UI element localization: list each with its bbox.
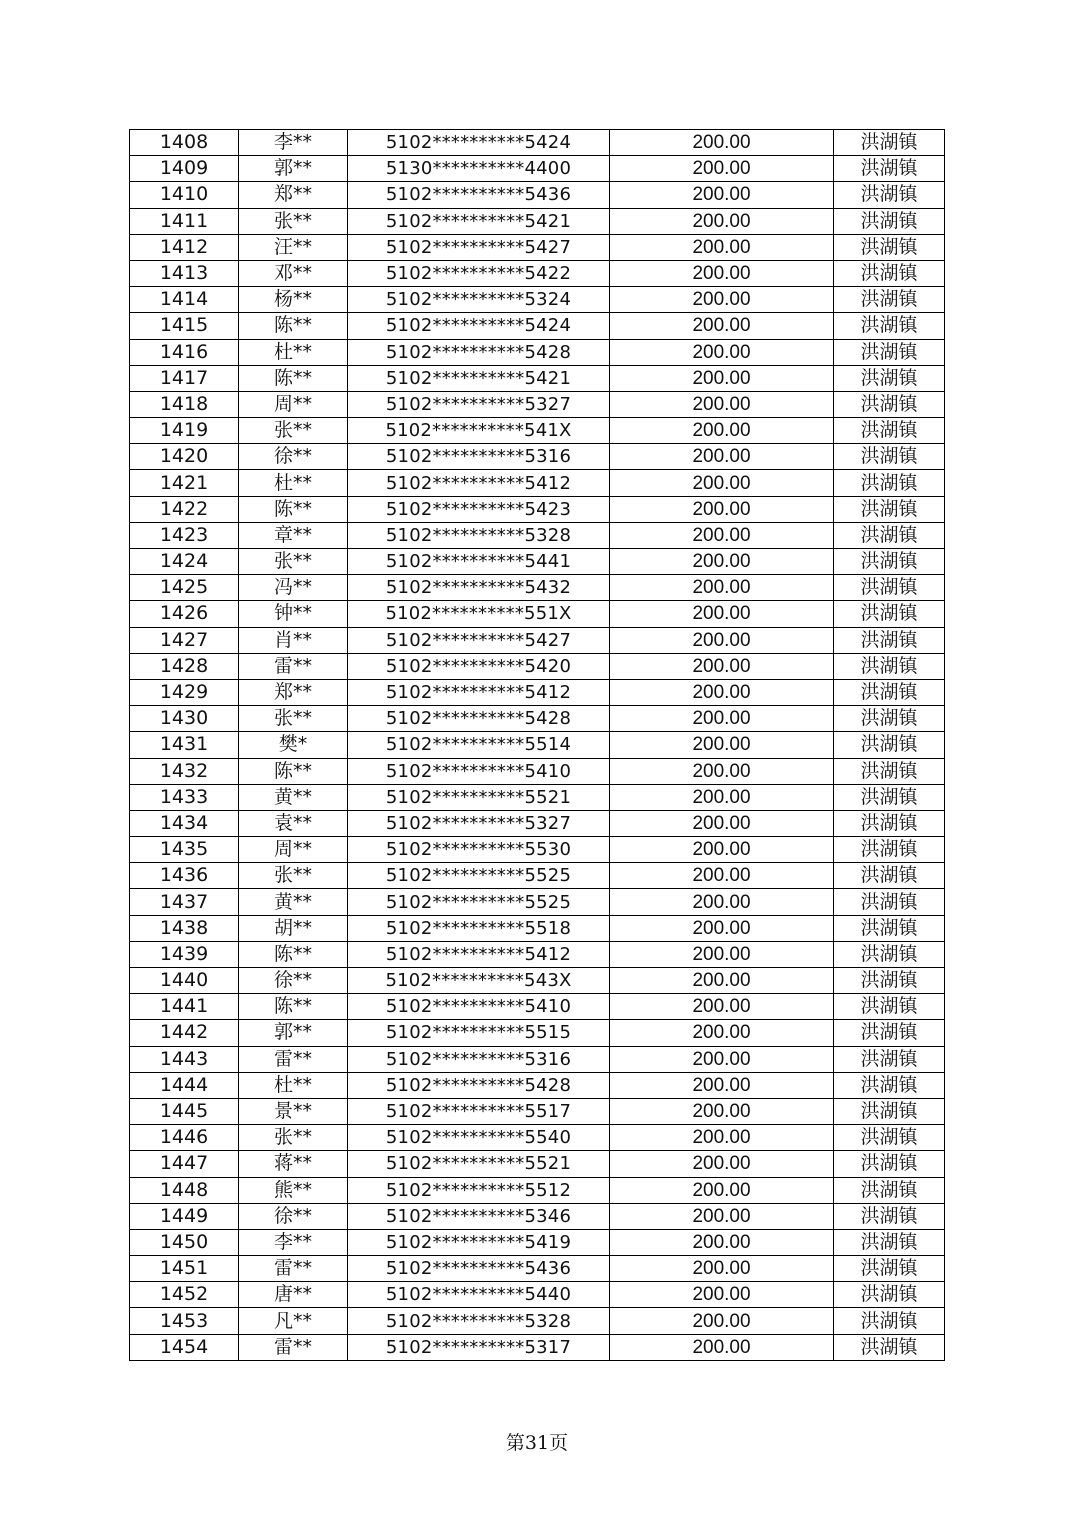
table-row [130,182,945,208]
table-row [130,968,945,994]
town-name-cell: 洪湖镇 [834,915,945,941]
table-row [130,941,945,967]
id-number-cell: 5102**********5512 [348,1177,610,1203]
id-number-cell: 5102**********5328 [348,1308,610,1334]
id-number-cell: 5102**********5428 [348,706,610,732]
person-name-cell: 肖** [239,627,348,653]
person-name-cell: 陈** [239,496,348,522]
table-row [130,575,945,601]
town-name-cell: 洪湖镇 [834,575,945,601]
town-name-cell: 洪湖镇 [834,156,945,182]
row-number-cell: 1443 [130,1046,239,1072]
amount-cell: 200.00 [610,313,834,339]
person-name-cell: 郭** [239,156,348,182]
table-row [130,706,945,732]
town-name-cell: 洪湖镇 [834,1177,945,1203]
town-name-cell: 洪湖镇 [834,732,945,758]
page-number: 第31页 [505,1432,569,1454]
table-row [130,549,945,575]
town-name-cell: 洪湖镇 [834,391,945,417]
person-name-cell: 樊* [239,732,348,758]
row-number-cell: 1452 [130,1282,239,1308]
person-name-cell: 陈** [239,313,348,339]
town-name-cell: 洪湖镇 [834,339,945,365]
row-number-cell: 1415 [130,313,239,339]
amount-cell: 200.00 [610,784,834,810]
amount-cell: 200.00 [610,941,834,967]
person-name-cell: 邓** [239,260,348,286]
table-row [130,810,945,836]
person-name-cell: 雷** [239,653,348,679]
person-name-cell: 雷** [239,1256,348,1282]
person-name-cell: 杜** [239,470,348,496]
town-name-cell: 洪湖镇 [834,810,945,836]
row-number-cell: 1428 [130,653,239,679]
town-name-cell: 洪湖镇 [834,1282,945,1308]
id-number-cell: 5102**********5427 [348,627,610,653]
table-row [130,1046,945,1072]
amount-cell: 200.00 [610,601,834,627]
table-row [130,679,945,705]
amount-cell: 200.00 [610,208,834,234]
amount-cell: 200.00 [610,915,834,941]
row-number-cell: 1447 [130,1151,239,1177]
person-name-cell: 周** [239,837,348,863]
row-number-cell: 1426 [130,601,239,627]
row-number-cell: 1430 [130,706,239,732]
person-name-cell: 张** [239,549,348,575]
amount-cell: 200.00 [610,260,834,286]
row-number-cell: 1419 [130,418,239,444]
id-number-cell: 5102**********5427 [348,234,610,260]
table-row [130,339,945,365]
person-name-cell: 张** [239,208,348,234]
row-number-cell: 1421 [130,470,239,496]
row-number-cell: 1440 [130,968,239,994]
row-number-cell: 1424 [130,549,239,575]
amount-cell: 200.00 [610,182,834,208]
id-number-cell: 5102**********5421 [348,365,610,391]
person-name-cell: 陈** [239,365,348,391]
row-number-cell: 1437 [130,889,239,915]
row-number-cell: 1454 [130,1334,239,1360]
town-name-cell: 洪湖镇 [834,601,945,627]
town-name-cell: 洪湖镇 [834,837,945,863]
row-number-cell: 1432 [130,758,239,784]
table-row [130,1098,945,1124]
table-row [130,1177,945,1203]
id-number-cell: 5102**********5316 [348,1046,610,1072]
town-name-cell: 洪湖镇 [834,1229,945,1255]
id-number-cell: 5102**********5327 [348,810,610,836]
id-number-cell: 5102**********5324 [348,287,610,313]
id-number-cell: 5102**********5530 [348,837,610,863]
table-row [130,287,945,313]
id-number-cell: 5102**********5436 [348,182,610,208]
town-name-cell: 洪湖镇 [834,1098,945,1124]
id-number-cell: 5102**********5514 [348,732,610,758]
town-name-cell: 洪湖镇 [834,941,945,967]
table-row [130,1151,945,1177]
town-name-cell: 洪湖镇 [834,1072,945,1098]
row-number-cell: 1444 [130,1072,239,1098]
id-number-cell: 5102**********5420 [348,653,610,679]
person-name-cell: 杜** [239,339,348,365]
person-name-cell: 郭** [239,1020,348,1046]
amount-cell: 200.00 [610,968,834,994]
row-number-cell: 1420 [130,444,239,470]
amount-cell: 200.00 [610,1256,834,1282]
id-number-cell: 5130**********4400 [348,156,610,182]
person-name-cell: 陈** [239,994,348,1020]
town-name-cell: 洪湖镇 [834,496,945,522]
amount-cell: 200.00 [610,522,834,548]
amount-cell: 200.00 [610,1098,834,1124]
person-name-cell: 陈** [239,941,348,967]
row-number-cell: 1417 [130,365,239,391]
id-number-cell: 5102**********541X [348,418,610,444]
amount-cell: 200.00 [610,653,834,679]
row-number-cell: 1408 [130,130,239,156]
amount-cell: 200.00 [610,1282,834,1308]
id-number-cell: 5102**********5440 [348,1282,610,1308]
town-name-cell: 洪湖镇 [834,784,945,810]
row-number-cell: 1434 [130,810,239,836]
id-number-cell: 5102**********551X [348,601,610,627]
row-number-cell: 1451 [130,1256,239,1282]
town-name-cell: 洪湖镇 [834,444,945,470]
amount-cell: 200.00 [610,549,834,575]
id-number-cell: 5102**********5521 [348,784,610,810]
id-number-cell: 5102**********5515 [348,1020,610,1046]
town-name-cell: 洪湖镇 [834,1020,945,1046]
town-name-cell: 洪湖镇 [834,1256,945,1282]
town-name-cell: 洪湖镇 [834,1308,945,1334]
town-name-cell: 洪湖镇 [834,706,945,732]
town-name-cell: 洪湖镇 [834,1203,945,1229]
town-name-cell: 洪湖镇 [834,130,945,156]
id-number-cell: 5102**********5419 [348,1229,610,1255]
table-row [130,1020,945,1046]
table-row [130,837,945,863]
table-row [130,1072,945,1098]
town-name-cell: 洪湖镇 [834,653,945,679]
row-number-cell: 1409 [130,156,239,182]
person-name-cell: 徐** [239,968,348,994]
row-number-cell: 1414 [130,287,239,313]
amount-cell: 200.00 [610,418,834,444]
row-number-cell: 1423 [130,522,239,548]
table-row [130,496,945,522]
amount-cell: 200.00 [610,627,834,653]
id-number-cell: 5102**********5518 [348,915,610,941]
table-row [130,653,945,679]
town-name-cell: 洪湖镇 [834,365,945,391]
table-row [130,313,945,339]
amount-cell: 200.00 [610,287,834,313]
id-number-cell: 5102**********5328 [348,522,610,548]
person-name-cell: 杨** [239,287,348,313]
table-row [130,208,945,234]
person-name-cell: 袁** [239,810,348,836]
id-number-cell: 5102**********5424 [348,130,610,156]
table-row [130,784,945,810]
town-name-cell: 洪湖镇 [834,1125,945,1151]
amount-cell: 200.00 [610,679,834,705]
row-number-cell: 1439 [130,941,239,967]
amount-cell: 200.00 [610,889,834,915]
town-name-cell: 洪湖镇 [834,758,945,784]
table-row [130,130,945,156]
row-number-cell: 1446 [130,1125,239,1151]
amount-cell: 200.00 [610,994,834,1020]
person-name-cell: 杜** [239,1072,348,1098]
row-number-cell: 1418 [130,391,239,417]
table-row [130,1334,945,1360]
town-name-cell: 洪湖镇 [834,994,945,1020]
person-name-cell: 李** [239,130,348,156]
id-number-cell: 5102**********5412 [348,941,610,967]
amount-cell: 200.00 [610,365,834,391]
table-row [130,156,945,182]
amount-cell: 200.00 [610,1072,834,1098]
row-number-cell: 1453 [130,1308,239,1334]
amount-cell: 200.00 [610,1046,834,1072]
id-number-cell: 5102**********5410 [348,994,610,1020]
table-row [130,260,945,286]
town-name-cell: 洪湖镇 [834,679,945,705]
table-row [130,391,945,417]
person-name-cell: 章** [239,522,348,548]
table-row [130,1282,945,1308]
person-name-cell: 钟** [239,601,348,627]
person-name-cell: 徐** [239,444,348,470]
person-name-cell: 黄** [239,784,348,810]
id-number-cell: 5102**********5316 [348,444,610,470]
row-number-cell: 1410 [130,182,239,208]
town-name-cell: 洪湖镇 [834,1151,945,1177]
town-name-cell: 洪湖镇 [834,313,945,339]
town-name-cell: 洪湖镇 [834,627,945,653]
table-row [130,994,945,1020]
table-row [130,889,945,915]
person-name-cell: 张** [239,418,348,444]
id-number-cell: 5102**********5432 [348,575,610,601]
row-number-cell: 1449 [130,1203,239,1229]
table-row [130,1308,945,1334]
town-name-cell: 洪湖镇 [834,470,945,496]
person-name-cell: 郑** [239,679,348,705]
person-name-cell: 凡** [239,1308,348,1334]
table-row [130,601,945,627]
table-row [130,1229,945,1255]
table-row [130,1125,945,1151]
person-name-cell: 张** [239,1125,348,1151]
town-name-cell: 洪湖镇 [834,1046,945,1072]
row-number-cell: 1429 [130,679,239,705]
id-number-cell: 5102**********5346 [348,1203,610,1229]
person-name-cell: 胡** [239,915,348,941]
town-name-cell: 洪湖镇 [834,549,945,575]
id-number-cell: 5102**********5327 [348,391,610,417]
town-name-cell: 洪湖镇 [834,208,945,234]
row-number-cell: 1411 [130,208,239,234]
town-name-cell: 洪湖镇 [834,522,945,548]
person-name-cell: 张** [239,706,348,732]
table-row [130,444,945,470]
amount-cell: 200.00 [610,444,834,470]
row-number-cell: 1413 [130,260,239,286]
id-number-cell: 5102**********5421 [348,208,610,234]
amount-cell: 200.00 [610,575,834,601]
id-number-cell: 5102**********5410 [348,758,610,784]
amount-cell: 200.00 [610,391,834,417]
id-number-cell: 5102**********5428 [348,1072,610,1098]
person-name-cell: 李** [239,1229,348,1255]
table-row [130,365,945,391]
row-number-cell: 1416 [130,339,239,365]
amount-cell: 200.00 [610,758,834,784]
id-number-cell: 5102**********5517 [348,1098,610,1124]
amount-cell: 200.00 [610,470,834,496]
row-number-cell: 1448 [130,1177,239,1203]
person-name-cell: 黄** [239,889,348,915]
id-number-cell: 5102**********5424 [348,313,610,339]
amount-cell: 200.00 [610,1203,834,1229]
table-row [130,1256,945,1282]
person-name-cell: 陈** [239,758,348,784]
amount-cell: 200.00 [610,1229,834,1255]
id-number-cell: 5102**********5521 [348,1151,610,1177]
table-row [130,732,945,758]
amount-cell: 200.00 [610,1177,834,1203]
person-name-cell: 景** [239,1098,348,1124]
amount-cell: 200.00 [610,706,834,732]
row-number-cell: 1435 [130,837,239,863]
row-number-cell: 1442 [130,1020,239,1046]
id-number-cell: 5102**********5428 [348,339,610,365]
amount-cell: 200.00 [610,339,834,365]
id-number-cell: 5102**********5441 [348,549,610,575]
town-name-cell: 洪湖镇 [834,260,945,286]
amount-cell: 200.00 [610,863,834,889]
id-number-cell: 5102**********5525 [348,863,610,889]
town-name-cell: 洪湖镇 [834,1334,945,1360]
id-number-cell: 5102**********5422 [348,260,610,286]
town-name-cell: 洪湖镇 [834,889,945,915]
row-number-cell: 1445 [130,1098,239,1124]
row-number-cell: 1433 [130,784,239,810]
amount-cell: 200.00 [610,1308,834,1334]
person-name-cell: 周** [239,391,348,417]
row-number-cell: 1441 [130,994,239,1020]
table-row [130,470,945,496]
amount-cell: 200.00 [610,234,834,260]
person-name-cell: 冯** [239,575,348,601]
row-number-cell: 1412 [130,234,239,260]
person-name-cell: 熊** [239,1177,348,1203]
id-number-cell: 5102**********5317 [348,1334,610,1360]
row-number-cell: 1431 [130,732,239,758]
row-number-cell: 1436 [130,863,239,889]
town-name-cell: 洪湖镇 [834,968,945,994]
roster-body [130,130,945,1361]
id-number-cell: 5102**********543X [348,968,610,994]
table-row [130,1203,945,1229]
amount-cell: 200.00 [610,130,834,156]
amount-cell: 200.00 [610,810,834,836]
amount-cell: 200.00 [610,496,834,522]
id-number-cell: 5102**********5412 [348,470,610,496]
town-name-cell: 洪湖镇 [834,234,945,260]
person-name-cell: 郑** [239,182,348,208]
table-row [130,758,945,784]
person-name-cell: 唐** [239,1282,348,1308]
amount-cell: 200.00 [610,837,834,863]
id-number-cell: 5102**********5423 [348,496,610,522]
person-name-cell: 汪** [239,234,348,260]
person-name-cell: 徐** [239,1203,348,1229]
amount-cell: 200.00 [610,1020,834,1046]
town-name-cell: 洪湖镇 [834,418,945,444]
table-row [130,863,945,889]
town-name-cell: 洪湖镇 [834,287,945,313]
subsidy-roster-table [129,129,945,1361]
id-number-cell: 5102**********5412 [348,679,610,705]
id-number-cell: 5102**********5436 [348,1256,610,1282]
amount-cell: 200.00 [610,1334,834,1360]
row-number-cell: 1425 [130,575,239,601]
table-row [130,234,945,260]
row-number-cell: 1438 [130,915,239,941]
row-number-cell: 1422 [130,496,239,522]
table-row [130,627,945,653]
table-row [130,418,945,444]
id-number-cell: 5102**********5525 [348,889,610,915]
row-number-cell: 1450 [130,1229,239,1255]
person-name-cell: 张** [239,863,348,889]
town-name-cell: 洪湖镇 [834,863,945,889]
town-name-cell: 洪湖镇 [834,182,945,208]
amount-cell: 200.00 [610,156,834,182]
amount-cell: 200.00 [610,1151,834,1177]
table-row [130,915,945,941]
person-name-cell: 雷** [239,1334,348,1360]
table-row [130,522,945,548]
amount-cell: 200.00 [610,1125,834,1151]
id-number-cell: 5102**********5540 [348,1125,610,1151]
person-name-cell: 蒋** [239,1151,348,1177]
amount-cell: 200.00 [610,732,834,758]
person-name-cell: 雷** [239,1046,348,1072]
row-number-cell: 1427 [130,627,239,653]
